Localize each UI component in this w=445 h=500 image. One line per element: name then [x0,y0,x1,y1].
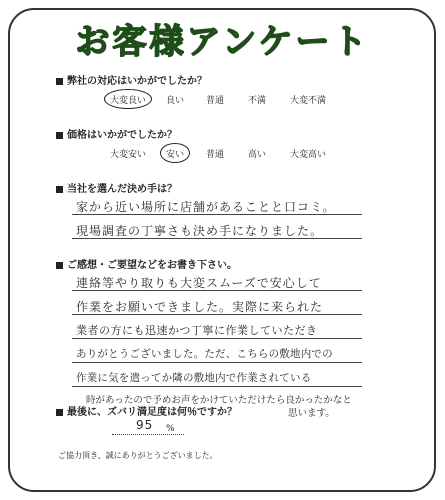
ruled-line [72,362,362,363]
comments-answer-line-5: 作業に気を遣ってか隣の敷地内で作業されている [76,372,312,384]
reason-answer-line-2: 現場調査の丁寧さも決め手になりました。 [76,224,324,238]
question-satisfaction-label: 最後に、ズバリ満足度は何％ですか？ [67,407,237,418]
question-price [56,126,177,141]
question-price-label: 価格はいかがでしたか？ [67,130,177,141]
bullet-square-icon [56,186,63,193]
question-service-label: 弊社の対応はいかがでしたか？ [67,76,207,87]
comments-answer-line-7: 思います。 [288,408,335,419]
comments-answer-line-6: 時があったので予めお声をかけていただけたら良かったかなと [86,395,352,406]
question-service [56,72,207,87]
comments-answer-line-3: 業者の方にも迅速かつ丁寧に作業していただき [76,324,318,337]
question-reason [56,180,177,195]
comments-answer-line-4: ありがとうございました。ただ、こちらの敷地内での [76,348,333,360]
bullet-square-icon [56,78,63,85]
option-price-3[interactable]: 普通 [206,150,225,160]
option-service-4[interactable]: 不満 [248,96,267,106]
question-comments-label: ご感想・ご要望などをお書き下さい。 [67,260,237,271]
option-service-1[interactable]: 大変良い [110,96,147,106]
option-price-4[interactable]: 高い [248,150,267,160]
option-price-5[interactable]: 大変高い [290,150,327,160]
question-comments [56,256,237,271]
page-title: お客様アンケート [75,22,370,62]
thank-you-note: ご協力頂き、誠にありがとうございました。 [58,451,218,460]
ruled-line [72,338,362,339]
comments-answer-line-2: 作業をお願いできました。実際に来られた [76,300,324,314]
reason-answer-line-1: 家から近い場所に店舗があることと口コミ。 [76,200,336,214]
bullet-square-icon [56,409,63,416]
option-service-3[interactable]: 普通 [206,96,225,106]
satisfaction-unit: % [166,424,175,434]
satisfaction-underline [112,434,184,435]
option-service-2[interactable]: 良い [166,96,185,106]
question-satisfaction [56,403,237,418]
ruled-line [72,386,362,387]
comments-answer-line-1: 連絡等やり取りも大変スムーズで安心して [76,276,322,290]
option-price-2[interactable]: 安い [166,150,185,160]
satisfaction-value: 95 [136,418,154,432]
bullet-square-icon [56,132,63,139]
option-service-5[interactable]: 大変不満 [290,96,327,106]
question-reason-label: 当社を選んだ決め手は？ [67,184,177,195]
option-price-1[interactable]: 大変安い [110,150,147,160]
bullet-square-icon [56,262,63,269]
